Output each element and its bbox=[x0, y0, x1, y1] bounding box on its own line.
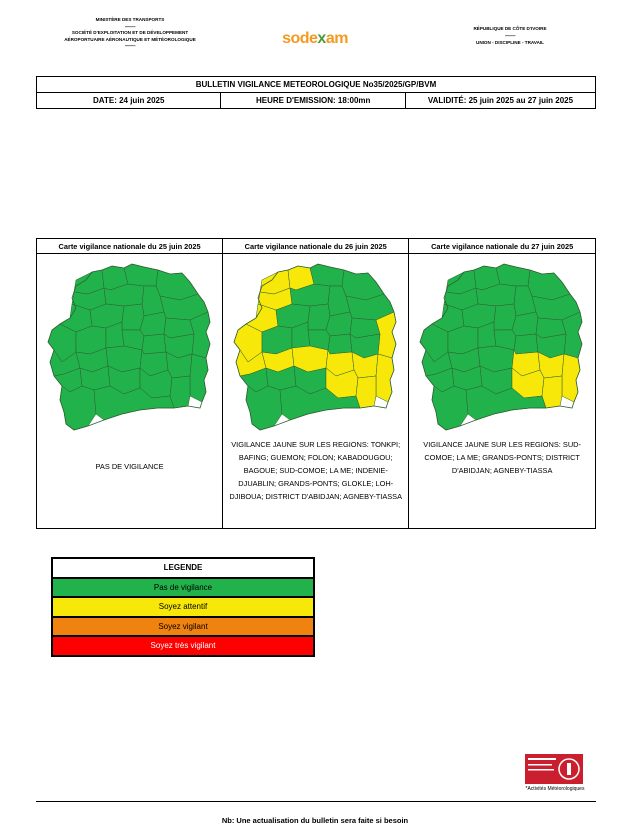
map-caption-2: VIGILANCE JAUNE SUR LES REGIONS: TONKPI; BAFING; GUEMON; FOLON; KABADOUGOU; BAGOUE; SUD-COMOE; LA ME; INDENIE-DJUABLIN; GRANDS-PONTS; GLOKLE; LOH-DJIBOUA; DISTRICT D'ABIDJAN; AGNEBY-TIASSA bbox=[229, 440, 403, 501]
bulletin-emission-time: HEURE D'EMISSION: 18:00mn bbox=[221, 93, 405, 109]
company-line: AÉROPORTUAIRE AÉRONAUTIQUE ET MÉTÉOROLOGIQUE bbox=[64, 36, 196, 42]
map-region bbox=[246, 386, 282, 430]
legend-item-no-vigilance: Pas de vigilance bbox=[52, 578, 314, 598]
map-region bbox=[432, 386, 468, 430]
separator-line: ---------- bbox=[124, 43, 136, 49]
map-region bbox=[60, 386, 96, 430]
country-map bbox=[234, 264, 396, 430]
republic-line: RÉPUBLIQUE DE CÔTE D'IVOIRE bbox=[473, 26, 547, 31]
map-caption-3: VIGILANCE JAUNE SUR LES REGIONS: SUD-COMOE; LA ME; GRANDS-PONTS; DISTRICT D'ABIDJAN; AGNEBY-TIASSA bbox=[423, 440, 581, 475]
legend-title: LEGENDE bbox=[52, 558, 314, 578]
map-region bbox=[170, 376, 190, 408]
republic-header bbox=[440, 25, 580, 46]
company-line: SOCIÉTÉ D'EXPLOITATION ET DE DÉVELOPPEMENT bbox=[71, 30, 189, 36]
motto-line: UNION - DISCIPLINE - TRAVAIL bbox=[476, 40, 544, 45]
ministry-header bbox=[50, 17, 210, 50]
separator-line: ---------- bbox=[124, 23, 136, 29]
map-cell-3 bbox=[409, 254, 596, 529]
legend-item-vigilant: Soyez vigilant bbox=[52, 617, 314, 637]
footer-note: Nb: Une actualisation du bulletin sera faite si besoin bbox=[221, 816, 409, 825]
certification-logo bbox=[525, 754, 583, 784]
map-region bbox=[514, 334, 538, 354]
vigilance-map-2 bbox=[226, 258, 406, 438]
map-title-2: Carte vigilance nationale du 26 juin 2025 bbox=[223, 239, 409, 254]
bulletin-title: BULLETIN VIGILANCE METEOROLOGIQUE No35/2025/GP/BVM bbox=[37, 77, 596, 93]
legend-item-attentive: Soyez attentif bbox=[52, 597, 314, 617]
country-map bbox=[48, 264, 210, 430]
map-region bbox=[542, 376, 562, 408]
map-region bbox=[494, 304, 516, 330]
map-cell-2 bbox=[223, 254, 409, 529]
country-map bbox=[420, 264, 582, 430]
bureau-veritas-icon bbox=[525, 754, 583, 784]
footer-divider bbox=[36, 801, 596, 802]
map-title-3: Carte vigilance nationale du 27 juin 2025 bbox=[409, 239, 596, 254]
map-region bbox=[310, 264, 344, 286]
map-cell-1 bbox=[37, 254, 223, 529]
map-title-1: Carte vigilance nationale du 25 juin 2025 bbox=[37, 239, 223, 254]
map-region bbox=[308, 304, 330, 330]
map-region bbox=[496, 264, 530, 286]
legend-item-very-vigilant: Soyez très vigilant bbox=[52, 636, 314, 656]
bulletin-validity: VALIDITÉ: 25 juin 2025 au 27 juin 2025 bbox=[405, 93, 595, 109]
bulletin-date: DATE: 24 juin 2025 bbox=[37, 93, 221, 109]
map-region bbox=[122, 304, 144, 330]
legend-table bbox=[51, 557, 315, 657]
certification-note: *Activités Météorologiques bbox=[525, 786, 585, 792]
map-region bbox=[124, 264, 158, 286]
map-region bbox=[142, 334, 166, 354]
map-region bbox=[328, 334, 352, 354]
separator-line: ---------- bbox=[504, 33, 516, 38]
map-caption-1: PAS DE VIGILANCE bbox=[95, 462, 164, 471]
vigilance-map-3 bbox=[412, 258, 592, 438]
sodexam-logo: sodexam bbox=[282, 30, 348, 47]
ministry-line: MINISTÈRE DES TRANSPORTS bbox=[95, 17, 165, 22]
bulletin-table bbox=[36, 76, 596, 109]
maps-table bbox=[36, 238, 596, 529]
map-region bbox=[356, 376, 376, 408]
vigilance-map-1 bbox=[40, 258, 220, 438]
